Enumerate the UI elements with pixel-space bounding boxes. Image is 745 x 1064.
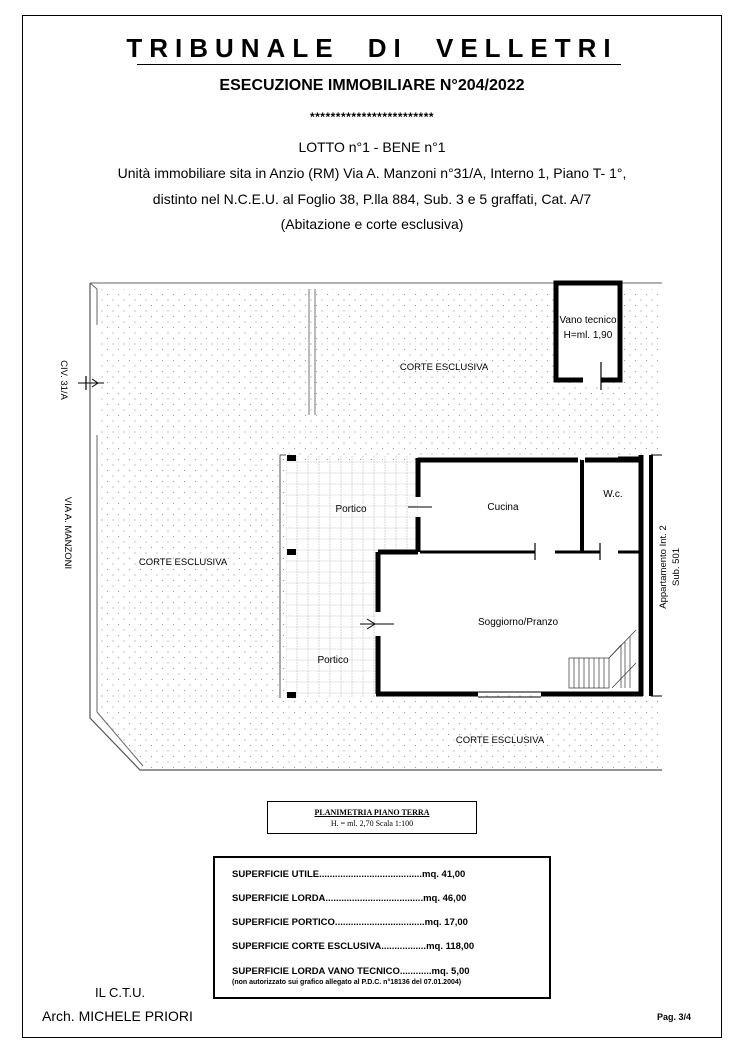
civico-label: CIV. 31/A bbox=[58, 360, 69, 400]
lotto-label: LOTTO n°1 - BENE n°1 bbox=[298, 139, 446, 155]
vano-height-label: H=ml. 1,90 bbox=[563, 330, 613, 341]
appartamento-label: Appartamento Int. 2 bbox=[658, 525, 669, 609]
portico-label-top: Portico bbox=[335, 504, 367, 515]
description-line-1: Unità immobiliare sita in Anzio (RM) Via A. Manzoni n°31/A, Interno 1, Piano T- 1°, bbox=[117, 165, 627, 181]
superficie-portico: SUPERFICIE PORTICO..................................mq. 17,00 bbox=[232, 917, 468, 928]
caption-title: PLANIMETRIA PIANO TERRA bbox=[314, 808, 430, 817]
superficie-utile: SUPERFICIE UTILE.......................................mq. 41,00 bbox=[232, 869, 466, 880]
corte-label-bottom: CORTE ESCLUSIVA bbox=[455, 735, 545, 746]
plan-caption bbox=[267, 801, 477, 834]
wc-label: W.c. bbox=[603, 489, 623, 500]
superficie-lorda: SUPERFICIE LORDA.....................................mq. 46,00 bbox=[232, 893, 467, 904]
caption-subtitle: H. = ml. 2,70 Scala 1:100 bbox=[330, 819, 414, 828]
superfici-table bbox=[213, 856, 551, 999]
document-subtitle: ESECUZIONE IMMOBILIARE N°204/2022 bbox=[219, 77, 525, 94]
document-title: TRIBUNALE DI VELLETRI bbox=[126, 33, 618, 63]
page-number: Pag. 3/4 bbox=[657, 1012, 692, 1022]
staircase bbox=[569, 630, 636, 688]
superficie-corte: SUPERFICIE CORTE ESCLUSIVA.................mq. 118,00 bbox=[232, 941, 475, 952]
superficie-vano-tecnico: SUPERFICIE LORDA VANO TECNICO............mq. 5,00 bbox=[232, 966, 470, 977]
superficie-note: (non autorizzato sui grafico allegato al P.D.C. n°18136 del 07.01.2004) bbox=[232, 979, 462, 986]
corte-label-top: CORTE ESCLUSIVA bbox=[399, 362, 489, 373]
soggiorno-label: Soggiorno/Pranzo bbox=[477, 617, 559, 628]
sub-label: Sub. 501 bbox=[671, 547, 682, 587]
cucina-label: Cucina bbox=[487, 502, 519, 513]
corte-label-left: CORTE ESCLUSIVA bbox=[138, 557, 228, 568]
portico-label-bottom: Portico bbox=[317, 655, 349, 666]
description-line-3: (Abitazione e corte esclusiva) bbox=[280, 216, 464, 232]
description-line-2: distinto nel N.C.E.U. al Foglio 38, P.lla 884, Sub. 3 e 5 graffati, Cat. A/7 bbox=[152, 191, 592, 207]
architect-name: Arch. MICHELE PRIORI bbox=[42, 1008, 193, 1024]
separator-stars: ************************ bbox=[309, 110, 435, 124]
via-label: VIA A. MANZONI bbox=[62, 496, 73, 570]
vano-tecnico-label: Vano tecnico bbox=[559, 315, 617, 326]
portico-area bbox=[280, 455, 418, 698]
ctu-label: IL C.T.U. bbox=[95, 985, 146, 1000]
